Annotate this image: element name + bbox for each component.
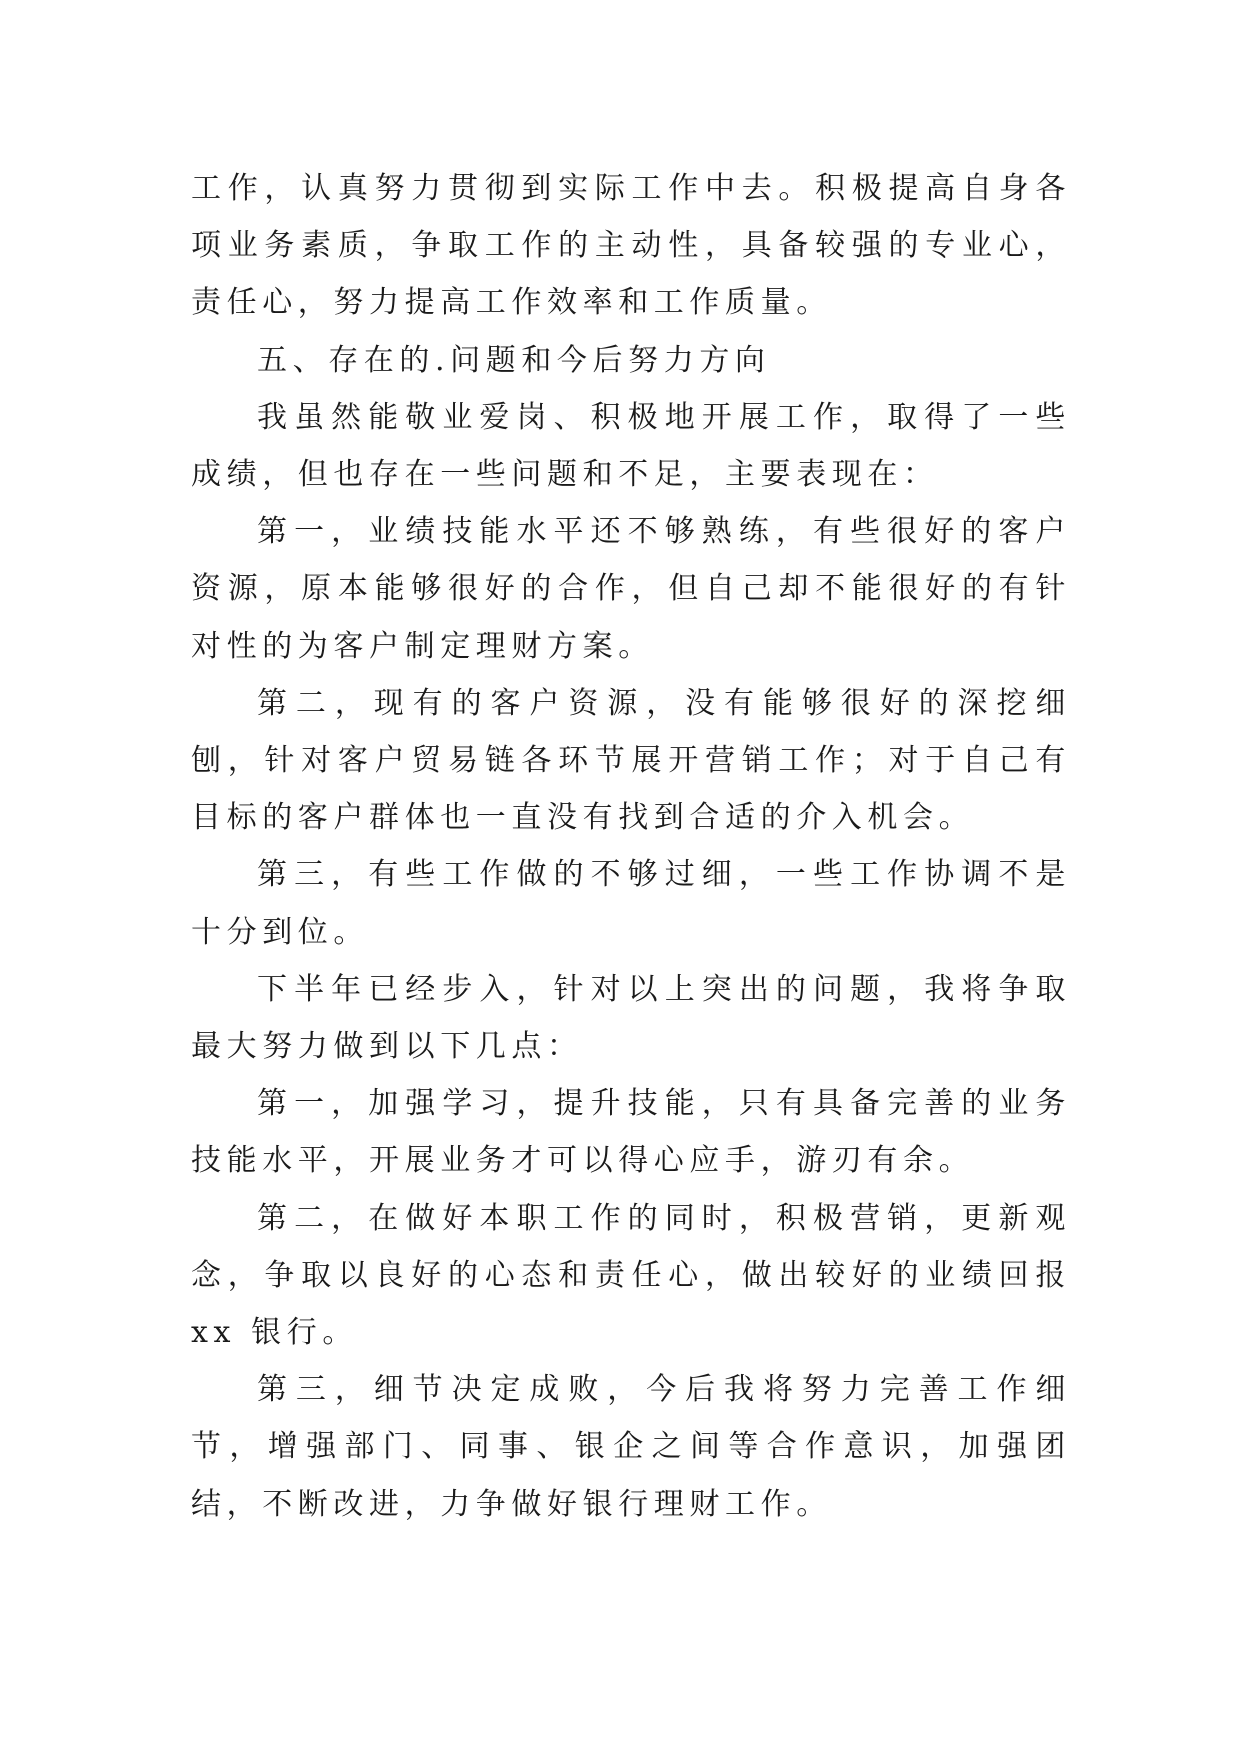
paragraph-plan-1: 第一，加强学习，提升技能，只有具备完善的业务技能水平，开展业务才可以得心应手，游刃有余。 (191, 1086, 1071, 1179)
paragraph-continuation: 工作，认真努力贯彻到实际工作中去。积极提高自身各项业务素质，争取工作的主动性，具备较强的专业心，责任心，努力提高工作效率和工作质量。 (191, 171, 1071, 321)
paragraph-intro: 我虽然能敬业爱岗、积极地开展工作，取得了一些成绩，但也存在一些问题和不足，主要表现在： (191, 399, 1071, 493)
paragraph-problem-3: 第三，有些工作做的不够过细，一些工作协调不是十分到位。 (191, 857, 1071, 950)
document-body (191, 160, 1071, 1533)
paragraph-problem-2: 第二，现有的客户资源，没有能够很好的深挖细刨，针对客户贸易链各环节展开营销工作；对于自己有目标的客户群体也一直没有找到合适的介入机会。 (191, 685, 1071, 836)
section-heading: 五、存在的.问题和今后努力方向 (257, 342, 771, 378)
paragraph-plan-3: 第三，细节决定成败，今后我将努力完善工作细节，增强部门、同事、银企之间等合作意识，加强团结，不断改进，力争做好银行理财工作。 (191, 1372, 1071, 1522)
paragraph-plan-2: 第二，在做好本职工作的同时，积极营销，更新观念，争取以良好的心态和责任心，做出较好的业绩回报 xx 银行。 (191, 1200, 1071, 1351)
paragraph-plan-intro: 下半年已经步入，针对以上突出的问题，我将争取最大努力做到以下几点： (191, 971, 1071, 1065)
paragraph-problem-1: 第一，业绩技能水平还不够熟练，有些很好的客户资源，原本能够很好的合作，但自己却不能很好的有针对性的为客户制定理财方案。 (191, 514, 1071, 664)
